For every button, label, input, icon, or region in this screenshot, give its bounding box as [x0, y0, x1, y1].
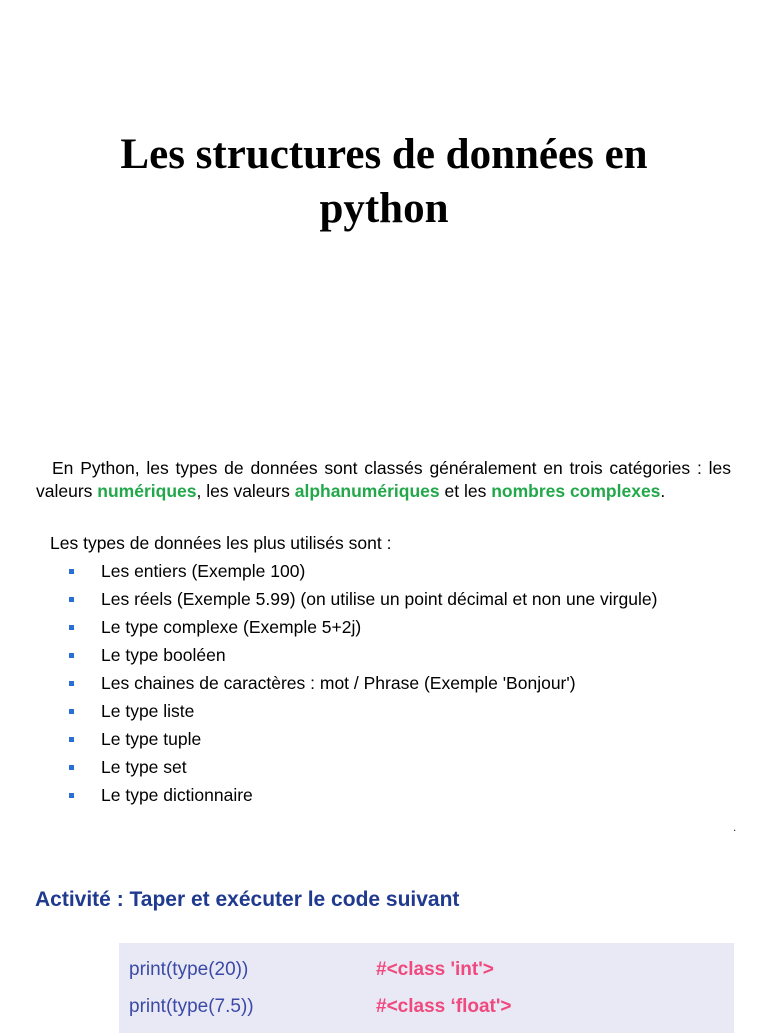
page-title: [0, 128, 768, 236]
intro-text-1: En Python, les types de données sont classés généralement en trois catégories : les valeurs: [36, 458, 731, 501]
types-heading: Les types de données les plus utilisés sont :: [50, 533, 392, 553]
square-bullet-icon: [69, 653, 74, 658]
code-comment: #<class 'int'>: [376, 959, 494, 980]
list-item: [66, 700, 731, 723]
code-comment: #<class ‘float'>: [376, 996, 512, 1017]
list-item-text: Les entiers (Exemple 100): [101, 561, 306, 581]
square-bullet-icon: [69, 709, 74, 714]
title-line-2: python: [319, 185, 449, 232]
code-block: [119, 943, 734, 1033]
list-item-text: Le type tuple: [101, 729, 202, 749]
list-item: [66, 784, 731, 807]
list-item: [66, 728, 731, 751]
list-item-text: Les réels (Exemple 5.99) (on utilise un point décimal et non une virgule): [101, 589, 658, 609]
keyword-alphanumeriques: alphanumériques: [294, 481, 440, 501]
list-item: [66, 560, 731, 583]
intro-text-4: .: [660, 481, 666, 501]
code-command: print(type(7.5)): [129, 996, 254, 1017]
square-bullet-icon: [69, 765, 74, 770]
keyword-numeriques: numériques: [97, 481, 197, 501]
square-bullet-icon: [69, 793, 74, 798]
square-bullet-icon: [69, 625, 74, 630]
activity-heading: Activité : Taper et exécuter le code suivant: [35, 888, 460, 911]
intro-text-3: et les: [439, 481, 492, 501]
list-item-text: Le type set: [101, 757, 187, 777]
keyword-nombres-complexes: nombres complexes: [491, 481, 661, 501]
list-item-text: Le type dictionnaire: [101, 785, 253, 805]
title-line-1: Les structures de données en: [120, 131, 648, 178]
list-item: [66, 756, 731, 779]
intro-text-2: , les valeurs: [196, 481, 295, 501]
square-bullet-icon: [69, 569, 74, 574]
intro-paragraph: [36, 457, 731, 503]
list-item-text: Le type complexe (Exemple 5+2j): [101, 617, 362, 637]
list-item-text: Les chaines de caractères : mot / Phrase (Exemple 'Bonjour'): [101, 673, 576, 693]
list-item-text: Le type liste: [101, 701, 195, 721]
code-command: print(type(20)): [129, 959, 249, 980]
list-item: [66, 672, 731, 695]
code-line: [129, 996, 729, 1026]
square-bullet-icon: [69, 597, 74, 602]
list-item: [66, 616, 731, 639]
square-bullet-icon: [69, 681, 74, 686]
types-list: [66, 560, 731, 812]
list-item-text: Le type booléen: [101, 645, 226, 665]
code-line: [129, 959, 729, 989]
list-item: [66, 588, 731, 611]
stray-dot-mark: .: [733, 820, 737, 834]
list-item: [66, 644, 731, 667]
square-bullet-icon: [69, 737, 74, 742]
